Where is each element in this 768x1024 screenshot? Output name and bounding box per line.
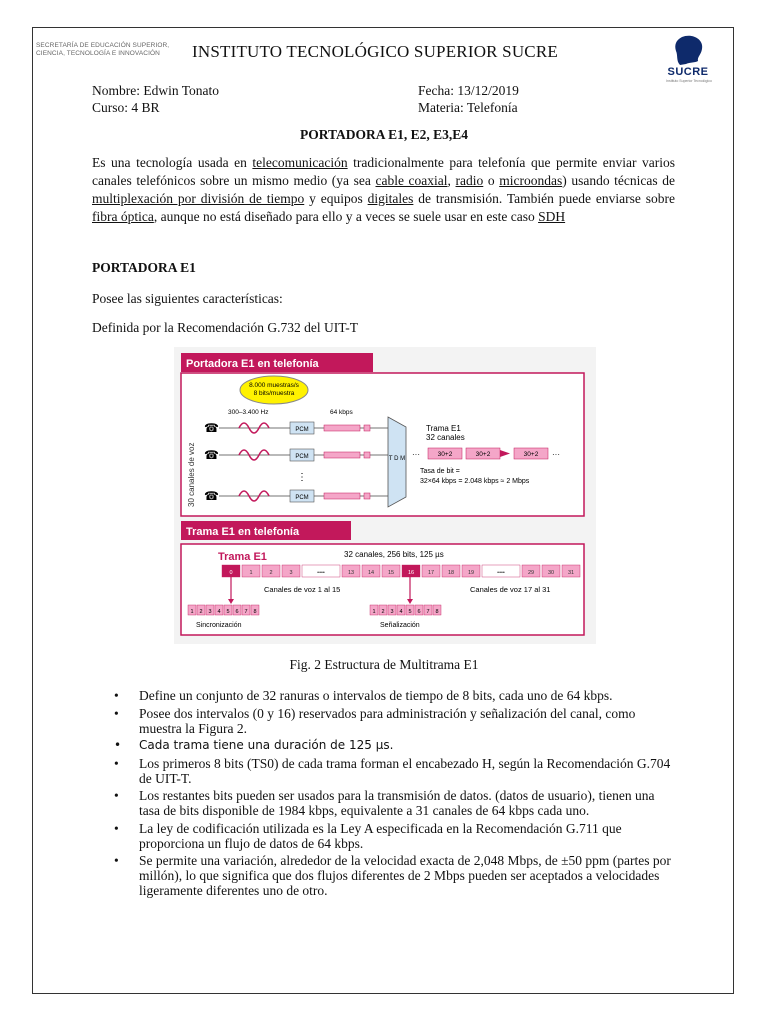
timeslot-label: •••• [317, 570, 325, 576]
list-item: • Define un conjunto de 32 ranuras o intervalos de tiempo de 8 bits, cada uno de 64 kbps. [92, 688, 675, 703]
bit-label: 1 [372, 609, 376, 615]
timeslot-label: 18 [447, 570, 455, 576]
voice-range-2: Canales de voz 17 al 31 [470, 585, 551, 594]
bit-label: 2 [381, 609, 385, 615]
logo-subtitle: Instituto Superior Tecnológico [666, 79, 712, 83]
ellipsis-vertical: ⋮ [297, 472, 307, 483]
tdm-label: T D M [388, 456, 406, 462]
trama-label-1: Trama E1 [426, 424, 461, 433]
timeslot-label: 31 [567, 570, 575, 576]
ministry-line-2: CIENCIA, TECNOLOGÍA E INNOVACIÓN [36, 49, 160, 57]
svg-text:30+2: 30+2 [523, 451, 539, 458]
timeslot-label: 19 [467, 570, 475, 576]
bit-label: 8 [253, 609, 257, 615]
link-radio[interactable]: radio [455, 173, 484, 188]
characteristics-intro: Posee las siguientes características: [92, 291, 283, 306]
timeslot-label: 15 [387, 570, 395, 576]
recommendation-line: Definida por la Recomendación G.732 del UIT-T [92, 320, 359, 335]
timeslot-label: 17 [427, 570, 435, 576]
student-info [92, 82, 219, 116]
bit-label: 3 [390, 609, 394, 615]
link-fibra-optica[interactable]: fibra óptica [92, 209, 154, 224]
timeslot-label: 2 [269, 570, 273, 576]
pcm-label: PCM [295, 427, 309, 433]
bubble-line-2: 8 bits/muestra [253, 390, 295, 397]
section-heading: PORTADORA E1 [92, 260, 196, 275]
svg-text:30+2: 30+2 [475, 451, 491, 458]
timeslot-label: 29 [527, 570, 535, 576]
bit-label: 2 [199, 609, 203, 615]
rate-label: 64 kbps [330, 409, 353, 416]
voice-range-1: Canales de voz 1 al 15 [264, 585, 341, 594]
list-item: • Cada trama tiene una duración de 125 µs. [92, 738, 675, 753]
document-title: PORTADORA E1, E2, E3,E4 [299, 127, 469, 142]
frame-dots: ··· [412, 450, 420, 459]
link-multiplexacion[interactable]: multiplexación por división de tiempo [92, 191, 305, 206]
pcm-label: PCM [295, 495, 309, 501]
list-item: • Los restantes bits pueden ser usados para la transmisión de datos. (datos de usuario), tienen una tasa de bits disponible de 1984 kbps, equivalente a 31 canales de 64 kbps cada uno. [92, 788, 675, 818]
frame-info: 32 canales, 256 bits, 125 µs [344, 550, 444, 559]
list-item: • La ley de codificación utilizada es la Ley A especificada en la Recomendación G.711 que proporciona un flujo de datos de 64 kbps. [92, 821, 675, 851]
freq-label: 300–3.400 Hz [228, 409, 269, 416]
assignment-date: Fecha: 13/12/2019 [418, 83, 519, 98]
phone-icon: ☎ [204, 448, 219, 462]
logo-text: SUCRE [667, 66, 709, 78]
timeslot-label: 13 [347, 570, 355, 576]
bit-label: 4 [217, 609, 221, 615]
link-digitales[interactable]: digitales [367, 191, 414, 206]
timeslot-label: 0 [229, 570, 233, 576]
sync-label: Sincronización [196, 622, 242, 629]
bit-label: 3 [208, 609, 212, 615]
bubble-line-1: 8.000 muestras/s [249, 382, 299, 389]
bit-label: 5 [408, 609, 412, 615]
tdm-multiplexer [388, 417, 406, 507]
timeslot-label: •••• [497, 570, 505, 576]
timeslot-label: 3 [289, 570, 293, 576]
student-name: Nombre: Edwin Tonato [92, 83, 220, 98]
signal-label: Señalización [380, 622, 420, 629]
timeslot-label: 1 [249, 570, 253, 576]
bit-label: 6 [417, 609, 421, 615]
link-telecomunicacion[interactable]: telecomunicación [252, 155, 348, 170]
e1-figure [174, 347, 596, 644]
figure-caption: Fig. 2 Estructura de Multitrama E1 [289, 657, 479, 672]
timeslot-label: 30 [547, 570, 555, 576]
bit-label: 7 [426, 609, 430, 615]
phone-icon: ☎ [204, 489, 219, 503]
link-sdh[interactable]: SDH [538, 209, 566, 224]
bit-label: 5 [226, 609, 230, 615]
ministry-logo-text [36, 42, 186, 57]
link-cable-coaxial[interactable]: cable coaxial [375, 173, 448, 188]
svg-text:30+2: 30+2 [437, 451, 453, 458]
intro-paragraph: Es una tecnología usada en telecomunicación tradicionalmente para telefonía que permite enviar varios canales telefónicos sobre un mismo medio (ya sea cable coaxial, radio o microondas) usando técnicas de multiplexación por división de tiempo y equipos digitales de transmisión. También puede enviarse sobre fibra óptica, aunque no está diseñado para ello y a veces se suele usar en este caso SDH [92, 155, 676, 224]
link-microondas[interactable]: microondas [499, 173, 563, 188]
ministry-line-1: SECRETARÍA DE EDUCACIÓN SUPERIOR, [36, 42, 170, 49]
frame-dots-end: ··· [552, 450, 560, 459]
frame-title: Trama E1 [218, 551, 267, 563]
institute-title: INSTITUTO TECNOLÓGICO SUPERIOR SUCRE [192, 42, 558, 61]
timeslot-label: 16 [407, 570, 415, 576]
bit-label: 6 [235, 609, 239, 615]
bit-label: 8 [435, 609, 439, 615]
bitrate-line-2: 32×64 kbps = 2.048 kbps ≈ 2 Mbps [420, 478, 530, 485]
phone-icon: ☎ [204, 421, 219, 435]
bit-label: 4 [399, 609, 403, 615]
panel2-title: Trama E1 en telefonía [186, 526, 300, 538]
assignment-subject: Materia: Telefonía [418, 100, 518, 115]
bit-label: 1 [190, 609, 194, 615]
list-item: • Los primeros 8 bits (TS0) de cada trama forman el encabezado H, según la Recomendación G.704 de UIT-T. [92, 756, 675, 786]
bitrate-line-1: Tasa de bit = [420, 468, 460, 475]
characteristics-list [92, 688, 675, 901]
trama-label-2: 32 canales [426, 433, 465, 442]
list-item: • Se permite una variación, alrededor de la velocidad exacta de 2,048 Mbps, de ±50 ppm (partes por millón), lo que significa que dos flujos diferentes de 2 Mbps pueden ser aceptados a velocidades ligeramente diferentes uno de otro. [92, 853, 675, 898]
student-course: Curso: 4 BR [92, 100, 160, 115]
bit-label: 7 [244, 609, 248, 615]
voice-channels-label: 30 canales de voz [187, 442, 196, 507]
panel1-title: Portadora E1 en telefonía [186, 358, 319, 370]
assignment-info [418, 82, 519, 116]
pcm-label: PCM [295, 454, 309, 460]
list-item: • Posee dos intervalos (0 y 16) reservados para administración y señalización del canal, como muestra la Figura 2. [92, 706, 675, 736]
timeslot-label: 14 [367, 570, 375, 576]
